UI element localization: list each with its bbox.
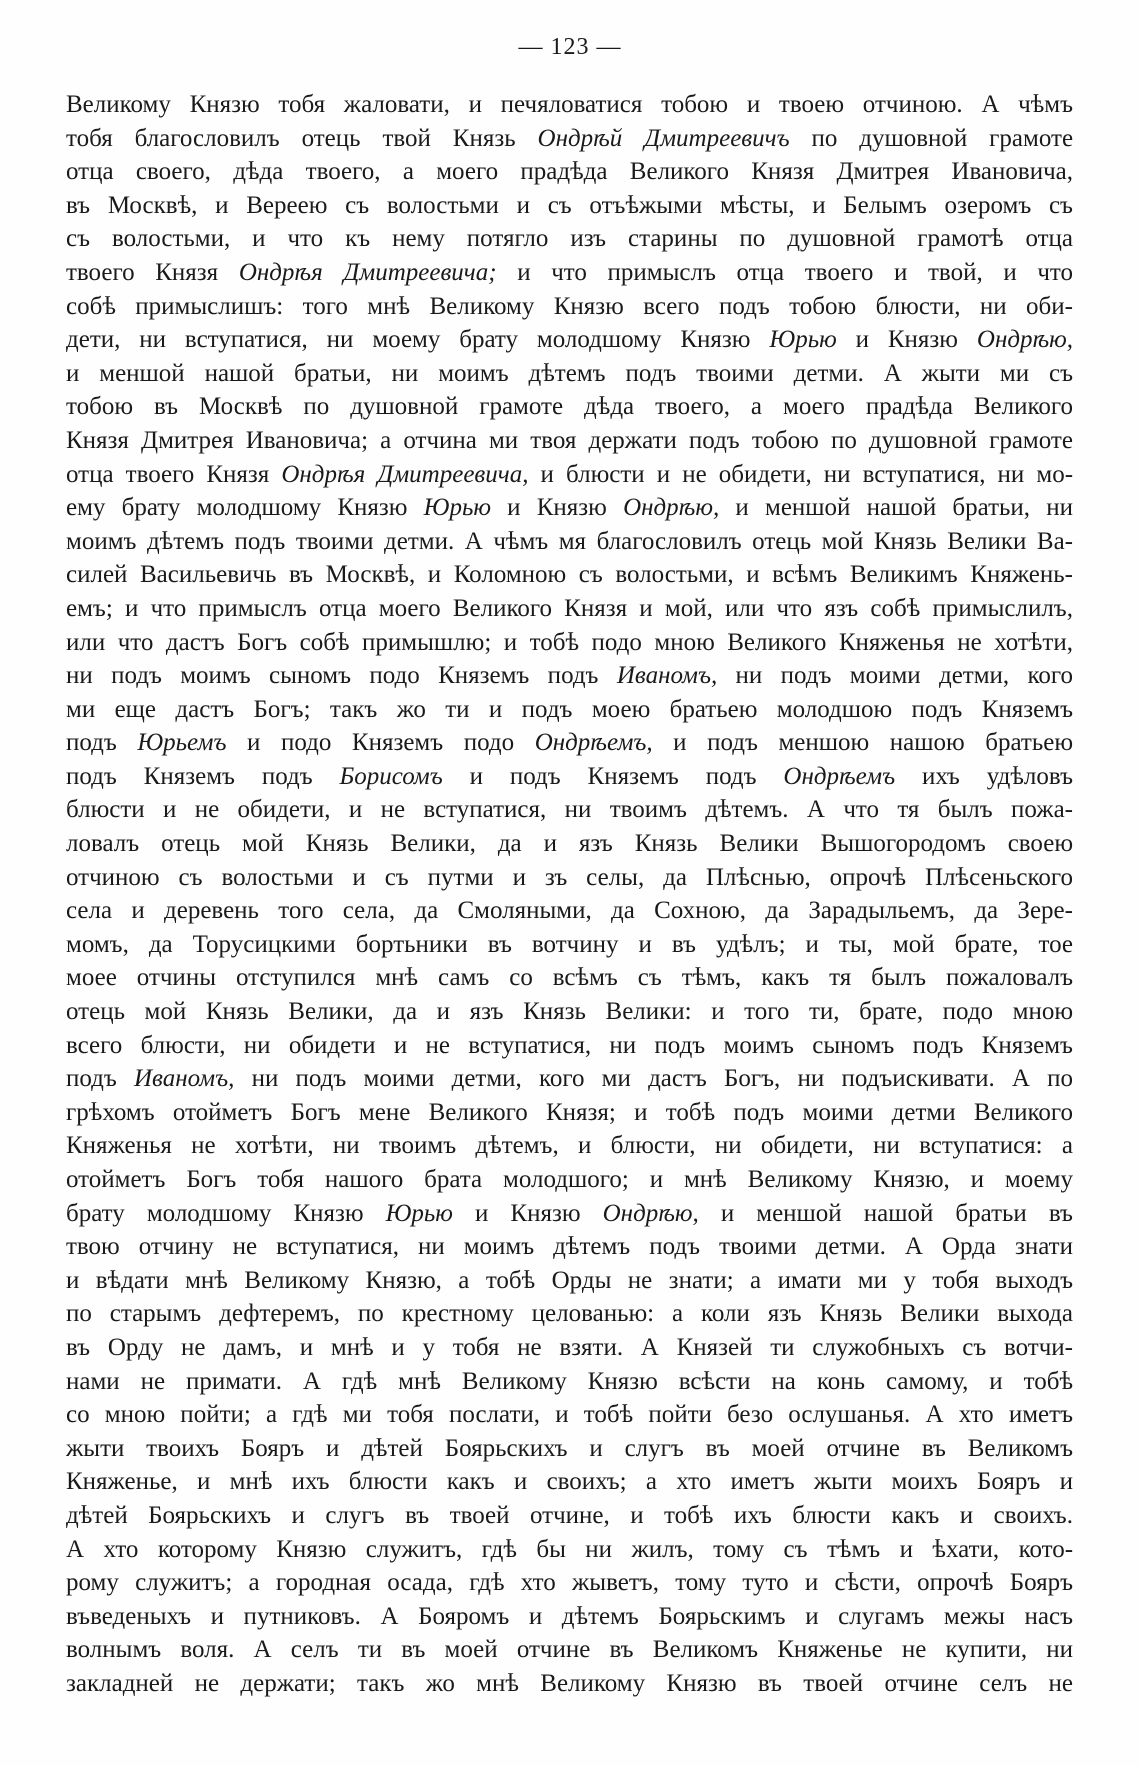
text-line [66, 1297, 1073, 1331]
text-segment: по душовной грамоте [789, 124, 1074, 152]
text-segment: дети, ни вступатися, ни моему брату молодшому Князю [66, 326, 770, 354]
italic-name: Иваномъ, [134, 1065, 235, 1093]
text-line [66, 1499, 1073, 1533]
text-line [66, 1365, 1073, 1399]
text-segment: и меншой нашой братьи въ [698, 1199, 1073, 1227]
text-segment: брату молодшому Князю [66, 1199, 386, 1227]
text-segment: момъ, да Торусицкими бортьники въ вотчину и въ удѣлъ; и ты, мой брате, тое [66, 930, 1074, 958]
text-segment: А хто которому Князю служитъ, гдѣ бы ни жилъ, тому съ тѣмъ и ѣхати, кото- [66, 1535, 1074, 1563]
text-line [66, 323, 1073, 357]
text-line [66, 1029, 1073, 1063]
text-segment: отець мой Князь Велики, да и язъ Князь Велики: и того ти, брате, подо мною [66, 998, 1074, 1026]
text-segment: ловалъ отець мой Князь Велики, да и язъ Князь Велики Вышогородомъ своею [66, 830, 1074, 858]
text-segment: и Князю [490, 494, 624, 522]
text-line [66, 760, 1073, 794]
text-line [66, 1566, 1073, 1600]
text-line [66, 256, 1073, 290]
text-segment: подъ [66, 1065, 134, 1093]
text-segment: собѣ примыслишъ: того мнѣ Великому Князю всего подъ тобою блюсти, ни оби- [66, 292, 1073, 320]
text-segment: подъ Княземъ подъ [66, 762, 340, 790]
text-line [66, 1633, 1073, 1667]
text-line [66, 458, 1073, 492]
italic-name: Иваномъ, [616, 662, 718, 690]
text-segment: Княженье, и мнѣ ихъ блюсти какъ и своихъ; а хто иметъ жыти моихъ Бояръ и [66, 1468, 1073, 1496]
text-segment: тобя благословилъ отець твой Князь [66, 124, 538, 152]
text-line [66, 793, 1073, 827]
text-segment: отца своего, дѣда твоего, а моего прадѣда Великого Князя Дмитрея Ивановича, [66, 158, 1074, 186]
text-segment: съ волостьми, и что къ нему потягло изъ старины по душовной грамотѣ отца [66, 225, 1074, 253]
text-segment: и вѣдати мнѣ Великому Князю, а тобѣ Орды не знати; а имати ми у тобя выходъ [66, 1266, 1074, 1294]
text-line [66, 1600, 1073, 1634]
italic-name: Борисомъ [339, 762, 443, 790]
text-segment: Князя Дмитрея Ивановича; а отчина ми твоя держати подъ тобою по душовной грамоте [66, 426, 1073, 454]
text-segment: волнымъ воля. А селъ ти въ моей отчине въ Великомъ Княженье не купити, ни [66, 1636, 1073, 1664]
text-segment: и блюсти и не обидети, ни вступатися, ни мо- [528, 460, 1074, 488]
text-line [66, 1163, 1073, 1197]
text-segment: нами не примати. А гдѣ мнѣ Великому Князю всѣсти на конь самому, и тобѣ [66, 1367, 1074, 1395]
text-segment: и Князю [836, 326, 977, 354]
text-line [66, 928, 1073, 962]
italic-name: Ондрѣемъ, [534, 729, 653, 757]
text-segment: въведеныхъ и путниковъ. А Бояромъ и дѣтемъ Боярьскимъ и слугамъ межы насъ [66, 1602, 1073, 1630]
text-line [66, 1432, 1073, 1466]
text-segment: закладней не держати; такъ жо мнѣ Великому Князю въ твоей отчине селъ не [66, 1669, 1073, 1697]
text-segment: Великому Князю тобя жаловати, и печяловатися тобою и твоею отчиною. А чѣмъ [66, 91, 1074, 118]
text-segment: и подо Княземъ подо [226, 729, 535, 757]
italic-name: Ондрѣя Дмитреевича; [238, 258, 497, 286]
text-line [66, 189, 1073, 223]
text-segment: отойметъ Богъ тобя нашого брата молодшого; и мнѣ Великому Князю, и моему [66, 1166, 1073, 1193]
text-line [66, 592, 1073, 626]
text-line [66, 1264, 1073, 1298]
text-line [66, 861, 1073, 895]
text-line [66, 1667, 1073, 1701]
text-segment: всего блюсти, ни обидети и не вступатися, ни подъ моимъ сыномъ подъ Княземъ [66, 1031, 1073, 1059]
text-segment: ни подъ моими детми, кого [717, 662, 1074, 690]
text-line [66, 1398, 1073, 1432]
text-line [66, 961, 1073, 995]
text-segment: и что примыслъ отца твоего и твой, и что [496, 258, 1074, 286]
italic-name: Ондрѣемъ [783, 762, 896, 790]
text-segment: емъ; и что примыслъ отца моего Великого Князя и мой, или что язъ собѣ примыслилъ, [66, 594, 1073, 622]
text-line [66, 558, 1073, 592]
italic-name: Ондрѣю, [602, 1199, 699, 1227]
text-segment: въ Москвѣ, и Вереею съ волостьми и съ отъѣжыми мѣсты, и Белымъ озеромъ съ [66, 191, 1073, 219]
text-line [66, 491, 1073, 525]
text-segment: въ Орду не дамъ, и мнѣ и у тобя не взяти. А Князей ти служобныхъ съ вотчи- [66, 1333, 1074, 1361]
italic-name: Юрью [385, 1199, 453, 1227]
text-segment: со мною пойти; а гдѣ ми тобя послати, и тобѣ пойти безо ослушанья. А хто иметъ [66, 1401, 1073, 1429]
text-segment: жыти твоихъ Бояръ и дѣтей Боярьскихъ и слугъ въ моей отчине въ Великомъ [66, 1434, 1074, 1462]
page-number: — 123 — [518, 34, 622, 60]
text-line [66, 1331, 1073, 1365]
text-segment: твою отчину не вступатися, ни моимъ дѣтемъ подъ твоими детми. А Орда знати [66, 1233, 1073, 1261]
text-line [66, 290, 1073, 324]
text-segment: тобою въ Москвѣ по душовной грамоте дѣда твоего, а моего прадѣда Великого [66, 393, 1074, 421]
text-segment: грѣхомъ отойметъ Богъ мене Великого Князя; и тобѣ подъ моими детми Великого [66, 1098, 1074, 1126]
text-line [66, 122, 1073, 156]
text-line [66, 424, 1073, 458]
italic-name: Юрью [423, 494, 491, 522]
text-segment: твоего Князя [66, 258, 239, 286]
text-segment: ми еще дастъ Богъ; такъ жо ти и подъ моею братьею молодшою подъ Княземъ [66, 695, 1074, 723]
italic-name: Ондрѣю, [623, 494, 720, 522]
text-line [66, 357, 1073, 391]
italic-name: Ондрѣю, [976, 326, 1074, 354]
text-segment: подъ [66, 729, 138, 757]
text-segment: ему брату молодшому Князю [66, 494, 424, 522]
text-line [66, 659, 1073, 693]
text-line [66, 1129, 1073, 1163]
text-line [66, 222, 1073, 256]
text-segment: и подъ меншою нашою братьею [652, 729, 1074, 757]
text-segment: и меншой нашой братьи, ни [719, 494, 1074, 522]
text-segment: дѣтей Боярьскихъ и слугъ въ твоей отчине, и тобѣ ихъ блюсти какъ и своихъ. [66, 1501, 1073, 1529]
text-line [66, 88, 1073, 122]
text-segment: моее отчины отступился мнѣ самъ со всѣмъ съ тѣмъ, какъ тя былъ пожаловалъ [66, 964, 1074, 992]
text-segment: ихъ удѣловъ [895, 762, 1074, 790]
text-line [66, 1465, 1073, 1499]
text-segment: Княженья не хотѣти, ни твоимъ дѣтемъ, и блюсти, ни обидети, ни вступатися: а [66, 1132, 1073, 1160]
italic-name: Ондрѣй Дмитреевичъ [537, 124, 790, 152]
text-line [66, 1197, 1073, 1231]
text-line [66, 995, 1073, 1029]
text-line [66, 390, 1073, 424]
text-line [66, 726, 1073, 760]
text-line [66, 1096, 1073, 1130]
text-segment: ни подъ моими детми, кого ми дастъ Богъ, ни подъискивати. А по [234, 1065, 1074, 1093]
text-line [66, 1533, 1073, 1567]
italic-name: Юрьемъ [137, 729, 227, 757]
text-segment: села и деревень того села, да Смоляными, да Сохною, да Зарадыльемъ, да Зере- [66, 897, 1073, 925]
italic-name: Юрью [769, 326, 837, 354]
text-segment: отчиною съ волостьми и съ путми и зъ селы, да Плѣснью, опрочѣ Плѣсеньского [66, 863, 1073, 891]
text-line [66, 1062, 1073, 1096]
text-segment: или что дастъ Богъ собѣ примышлю; и тобѣ подо мною Великого Княженья не хотѣти, [66, 628, 1073, 656]
text-line [66, 525, 1073, 559]
text-line [66, 1230, 1073, 1264]
text-segment: и меншой нашой братьи, ни моимъ дѣтемъ подъ твоими детми. А жыти ми съ [66, 359, 1074, 387]
text-segment: блюсти и не обидети, и не вступатися, ни твоимъ дѣтемъ. А что тя былъ пожа- [66, 796, 1073, 824]
text-segment: моимъ дѣтемъ подъ твоими детми. А чѣмъ мя благословилъ отець мой Князь Велики Ва- [66, 527, 1073, 555]
text-line [66, 626, 1073, 660]
text-segment: ни подъ моимъ сыномъ подо Княземъ подъ [66, 662, 617, 690]
text-line [66, 894, 1073, 928]
text-segment: рому служитъ; а городная осада, гдѣ хто жыветъ, тому туто и сѣсти, опрочѣ Бояръ [66, 1569, 1074, 1597]
italic-name: Ондрѣя Дмитреевича, [281, 460, 529, 488]
text-segment: силей Васильевичь въ Москвѣ, и Коломною съ волостьми, и всѣмъ Великимъ Княжень- [66, 561, 1073, 589]
text-segment: отца твоего Князя [66, 460, 282, 488]
text-segment: по старымъ дефтеремъ, по крестному целованью: а коли язъ Князь Велики выхода [66, 1300, 1073, 1328]
text-segment: и подъ Княземъ подъ [442, 762, 784, 790]
text-line [66, 693, 1073, 727]
text-line [66, 827, 1073, 861]
text-segment: и Князю [452, 1199, 603, 1227]
body-text [66, 88, 1073, 1701]
text-line [66, 155, 1073, 189]
